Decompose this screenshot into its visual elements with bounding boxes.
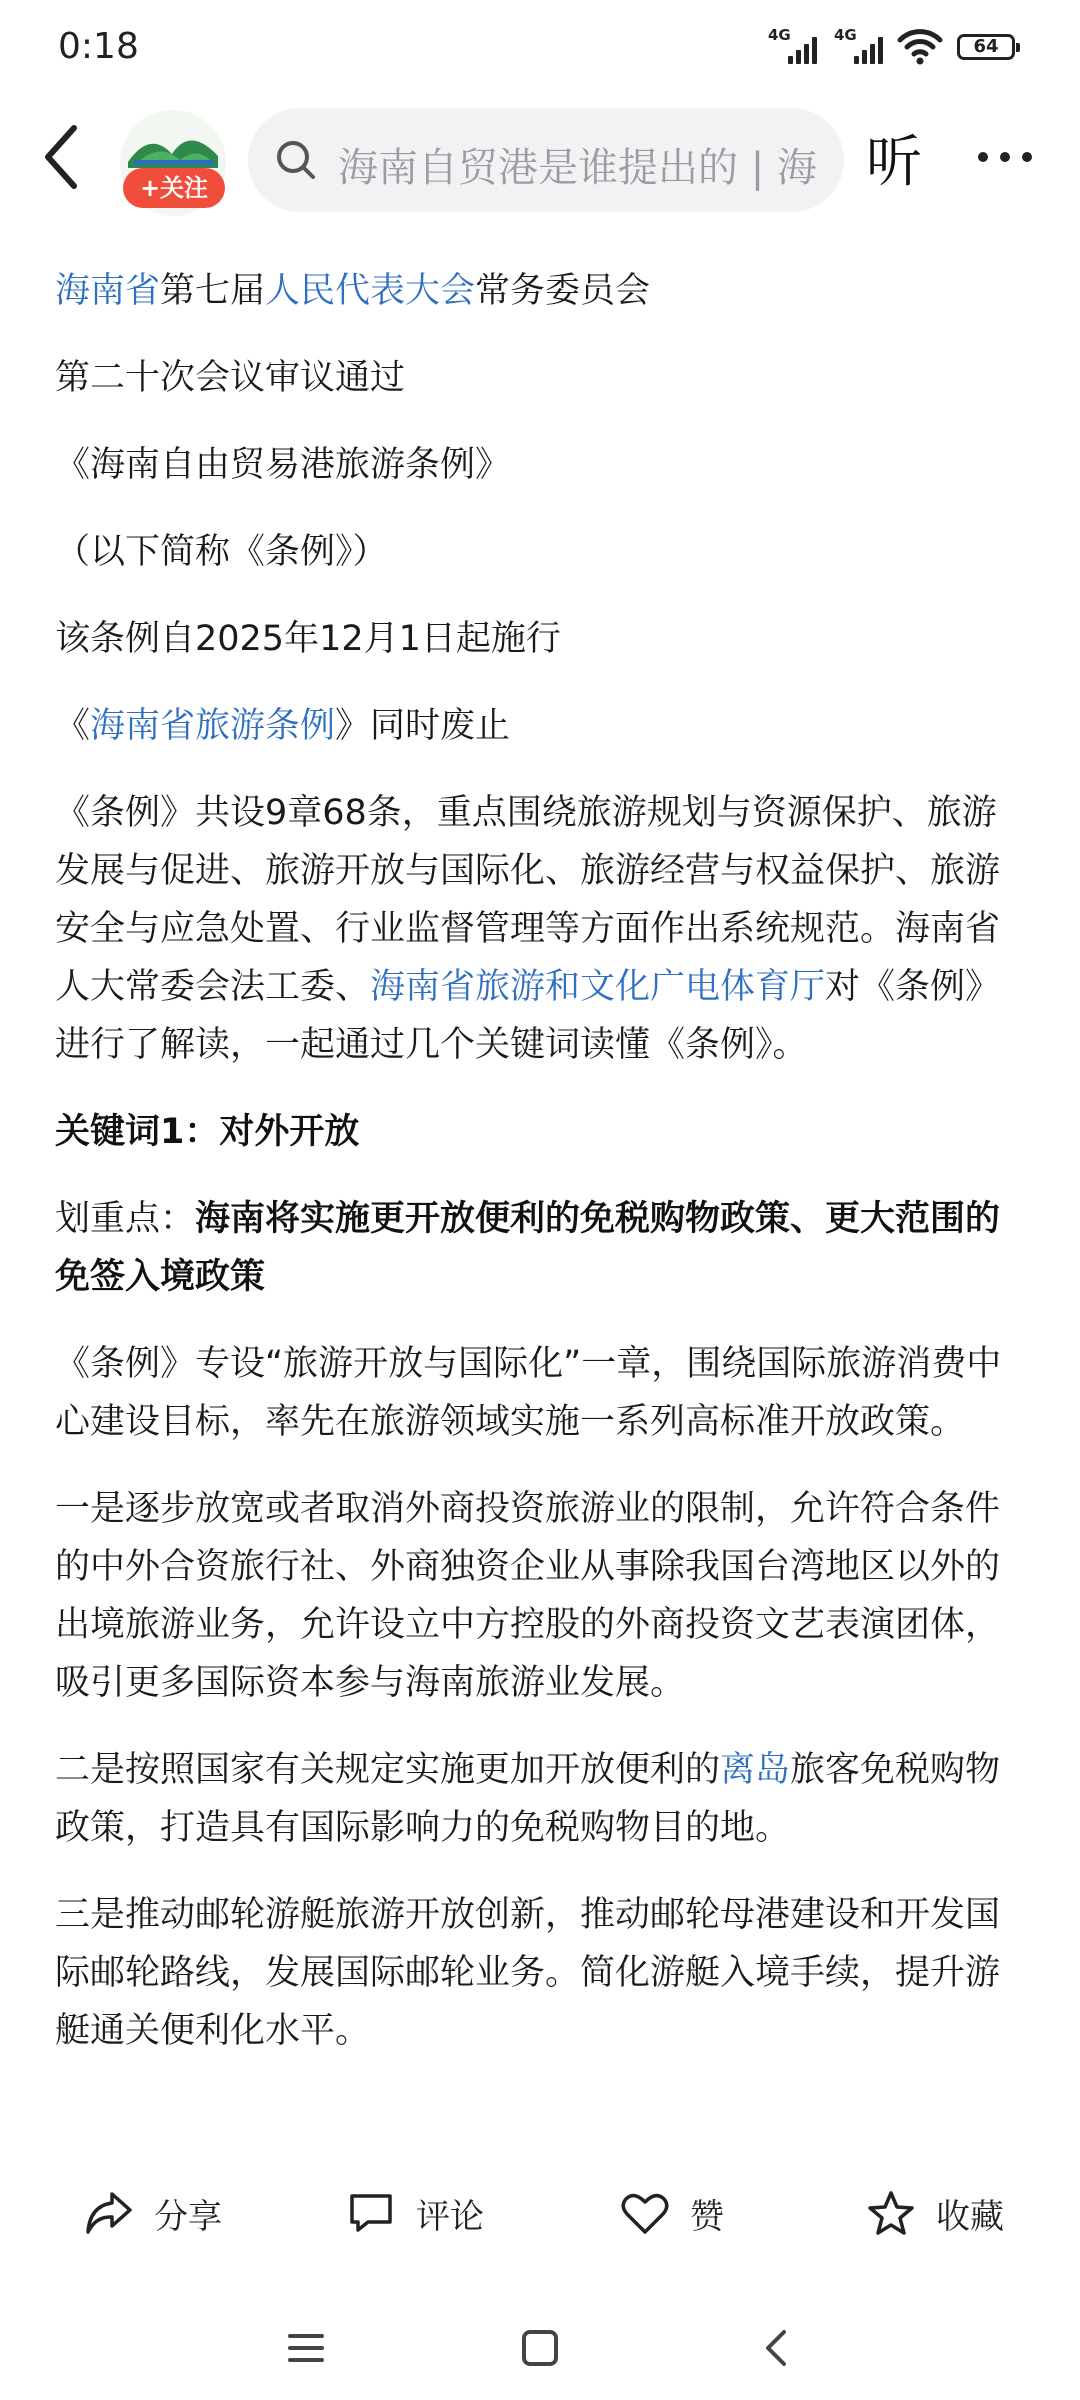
menu-icon[interactable] bbox=[284, 2326, 328, 2370]
comment-button[interactable]: 评论 bbox=[346, 2186, 484, 2240]
nav-back-icon[interactable] bbox=[756, 2326, 800, 2370]
link-hainan-province[interactable]: 海南省 bbox=[55, 271, 161, 311]
article-body bbox=[55, 262, 1025, 2089]
article-line: 《海南省旅游条例》同时废止 bbox=[55, 706, 511, 746]
wifi-icon bbox=[896, 26, 944, 66]
top-bar bbox=[0, 100, 1080, 220]
article-paragraph: 一是逐步放宽或者取消外商投资旅游业的限制，允许符合条件的中外合资旅行社、外商独资企业从事除我国台湾地区以外的出境旅游业务，允许设立中方控股的外商投资文艺表演团体，吸引更多国际资本参与海南旅游业发展。 bbox=[55, 1489, 1001, 1703]
signal-icon-2: 4G bbox=[834, 32, 894, 64]
article-line: 《海南自由贸易港旅游条例》 bbox=[55, 445, 511, 485]
star-icon bbox=[866, 2190, 916, 2236]
article-paragraph: 《条例》专设“旅游开放与国际化”一章，围绕国际旅游消费中心建设目标，率先在旅游领域实施一系列高标准开放政策。 bbox=[55, 1344, 1002, 1442]
comment-icon bbox=[346, 2190, 396, 2236]
link-tourism-regulation[interactable]: 海南省旅游条例 bbox=[90, 706, 336, 746]
share-button[interactable]: 分享 bbox=[84, 2186, 222, 2240]
listen-button[interactable]: 听 bbox=[866, 130, 922, 195]
article-line: 海南省第七届人民代表大会常务委员会 bbox=[55, 271, 651, 311]
article-line: （以下简称《条例》） bbox=[55, 532, 388, 572]
article-line: 该条例自2025年12月1日起施行 bbox=[55, 619, 561, 659]
link-peoples-congress[interactable]: 人民代表大会 bbox=[265, 271, 476, 311]
signal-icon: 4G bbox=[768, 32, 828, 64]
home-icon[interactable] bbox=[518, 2326, 562, 2370]
highlight-paragraph: 划重点：海南将实施更开放便利的免税购物政策、更大范围的免签入境政策 bbox=[55, 1199, 1001, 1297]
search-placeholder: 海南自贸港是谁提出的 | 海 bbox=[338, 145, 817, 191]
status-bar bbox=[0, 0, 1080, 100]
action-bar bbox=[0, 2168, 1080, 2258]
battery-icon: 64 bbox=[957, 34, 1015, 60]
status-time: 0:18 bbox=[58, 26, 139, 67]
article-line: 第二十次会议审议通过 bbox=[55, 358, 406, 398]
like-button[interactable]: 赞 bbox=[620, 2186, 724, 2240]
share-icon bbox=[84, 2190, 134, 2236]
system-nav-bar bbox=[0, 2300, 1080, 2400]
more-icon[interactable] bbox=[978, 152, 1034, 164]
link-outlying-islands[interactable]: 离岛 bbox=[720, 1750, 791, 1790]
heart-icon bbox=[620, 2190, 670, 2236]
article-paragraph: 《条例》共设9章68条，重点围绕旅游规划与资源保护、旅游发展与促进、旅游开放与国际化、旅游经营与权益保护、旅游安全与应急处置、行业监督管理等方面作出系统规范。海南省人大常委会法工委、海南省旅游和文化广电体育厅对《条例》进行了解读，一起通过几个关键词读懂《条例》。 bbox=[55, 793, 1001, 1065]
follow-button[interactable]: +关注 bbox=[123, 168, 225, 208]
back-icon[interactable] bbox=[38, 122, 86, 192]
search-icon bbox=[274, 138, 318, 182]
keyword-heading: 关键词1：对外开放 bbox=[55, 1112, 360, 1152]
article-paragraph: 二是按照国家有关规定实施更加开放便利的离岛旅客免税购物政策，打造具有国际影响力的免税购物目的地。 bbox=[55, 1750, 1001, 1848]
search-input[interactable] bbox=[248, 108, 844, 212]
link-tourism-department[interactable]: 海南省旅游和文化广电体育厅 bbox=[370, 967, 826, 1007]
article-paragraph: 三是推动邮轮游艇旅游开放创新，推动邮轮母港建设和开发国际邮轮路线，发展国际邮轮业务。简化游艇入境手续，提升游艇通关便利化水平。 bbox=[55, 1895, 1001, 2051]
favorite-button[interactable]: 收藏 bbox=[866, 2186, 1004, 2240]
